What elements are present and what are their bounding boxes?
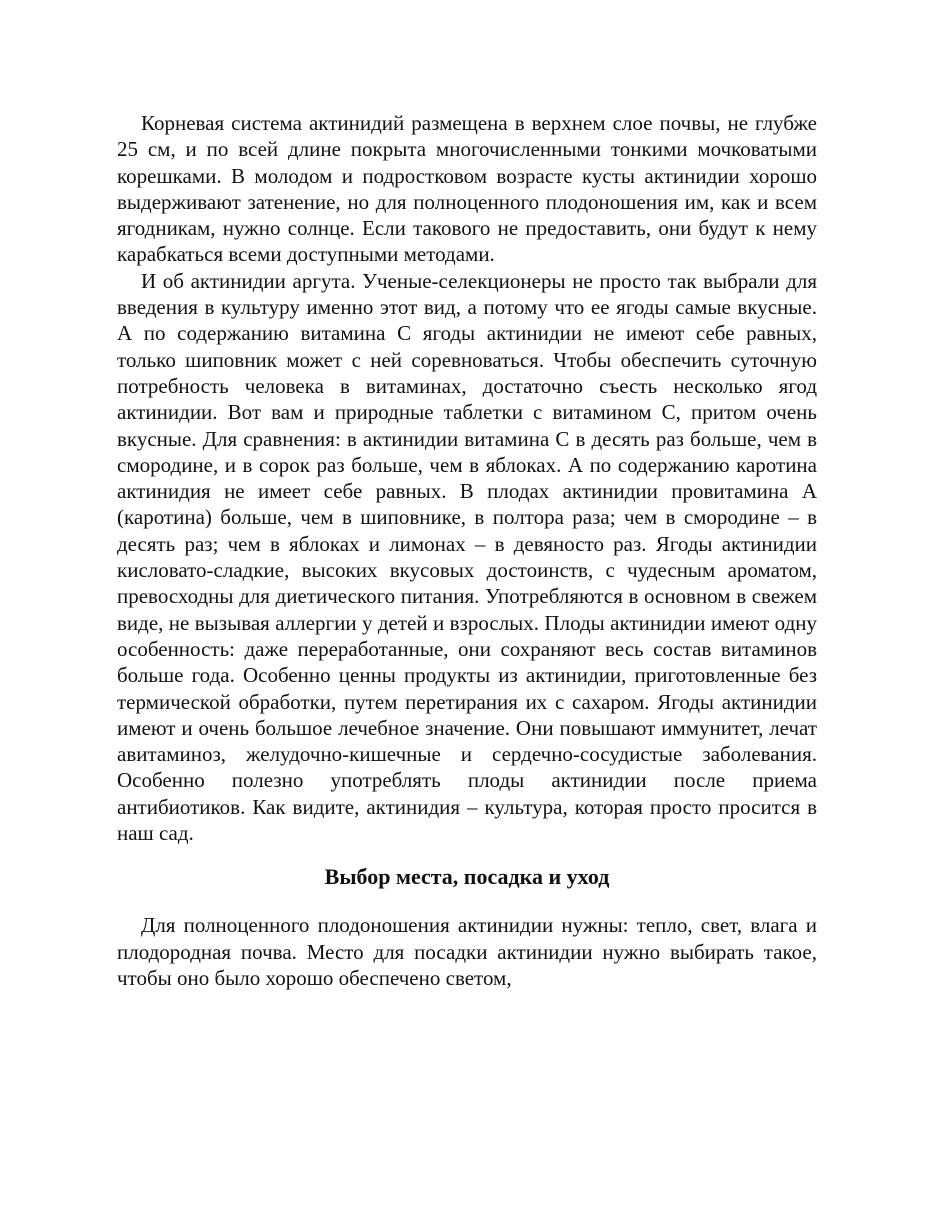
document-page [117, 110, 817, 991]
paragraph-planting-conditions: Для полноценного плодоношения актинидии нужны: тепло, свет, влага и плодородная почва. Место для посадки актинидии нужно выбирать такое, чтобы оно было хорошо обеспечено светом, [117, 913, 817, 990]
paragraph-actinidia-arguta: И об актинидии аргута. Ученые-селекционеры не просто так выбрали для введения в культуру именно этот вид, а потому что ее ягоды самые вкусные. А по содержанию витамина С ягоды актинидии не имеют себе равных, только шиповник может с ней соревноваться. Чтобы обеспечить суточную потребность человека в витаминах, достаточно съесть несколько ягод актинидии. Вот вам и природные таблетки с витамином С, притом очень вкусные. Для сравнения: в актинидии витамина С в десять раз больше, чем в смородине, и в сорок раз больше, чем в яблоках. А по содержанию каротина актинидия не имеет себе равных. В плодах актинидии провитамина А (каротина) больше, чем в шиповнике, в полтора раза; чем в смородине – в десять раз; чем в яблоках и лимонах – в девяносто раз. Ягоды актинидии кисловато-сладкие, высоких вкусовых достоинств, с чудесным ароматом, превосходны для диетического питания. Употребляются в основном в свежем виде, не вызывая аллергии у детей и взрослых. Плоды актинидии имеют одну особенность: даже переработанные, они сохраняют весь состав витаминов больше года. Особенно ценны продукты из актинидии, приготовленные без термической обработки, путем перетирания их с сахаром. Ягоды актинидии имеют и очень большое лечебное значение. Они повышают иммунитет, лечат авитаминоз, желудочно-кишечные и сердечно-сосудистые заболевания. Особенно полезно употреблять плоды актинидии после приема антибиотиков. Как видите, актинидия – культура, которая просто просится в наш сад. [117, 268, 817, 846]
paragraph-root-system: Корневая система актинидий размещена в верхнем слое почвы, не глубже 25 см, и по всей длине покрыта многочисленными тонкими мочковатыми корешками. В молодом и подростковом возрасте кусты актинидии хорошо выдерживают затенение, но для полноценного плодоношения им, как и всем ягодникам, нужно солнце. Если такового не предоставить, они будут к нему карабкаться всеми доступными методами. [117, 111, 817, 267]
section-heading: Выбор места, посадка и уход [324, 864, 610, 890]
